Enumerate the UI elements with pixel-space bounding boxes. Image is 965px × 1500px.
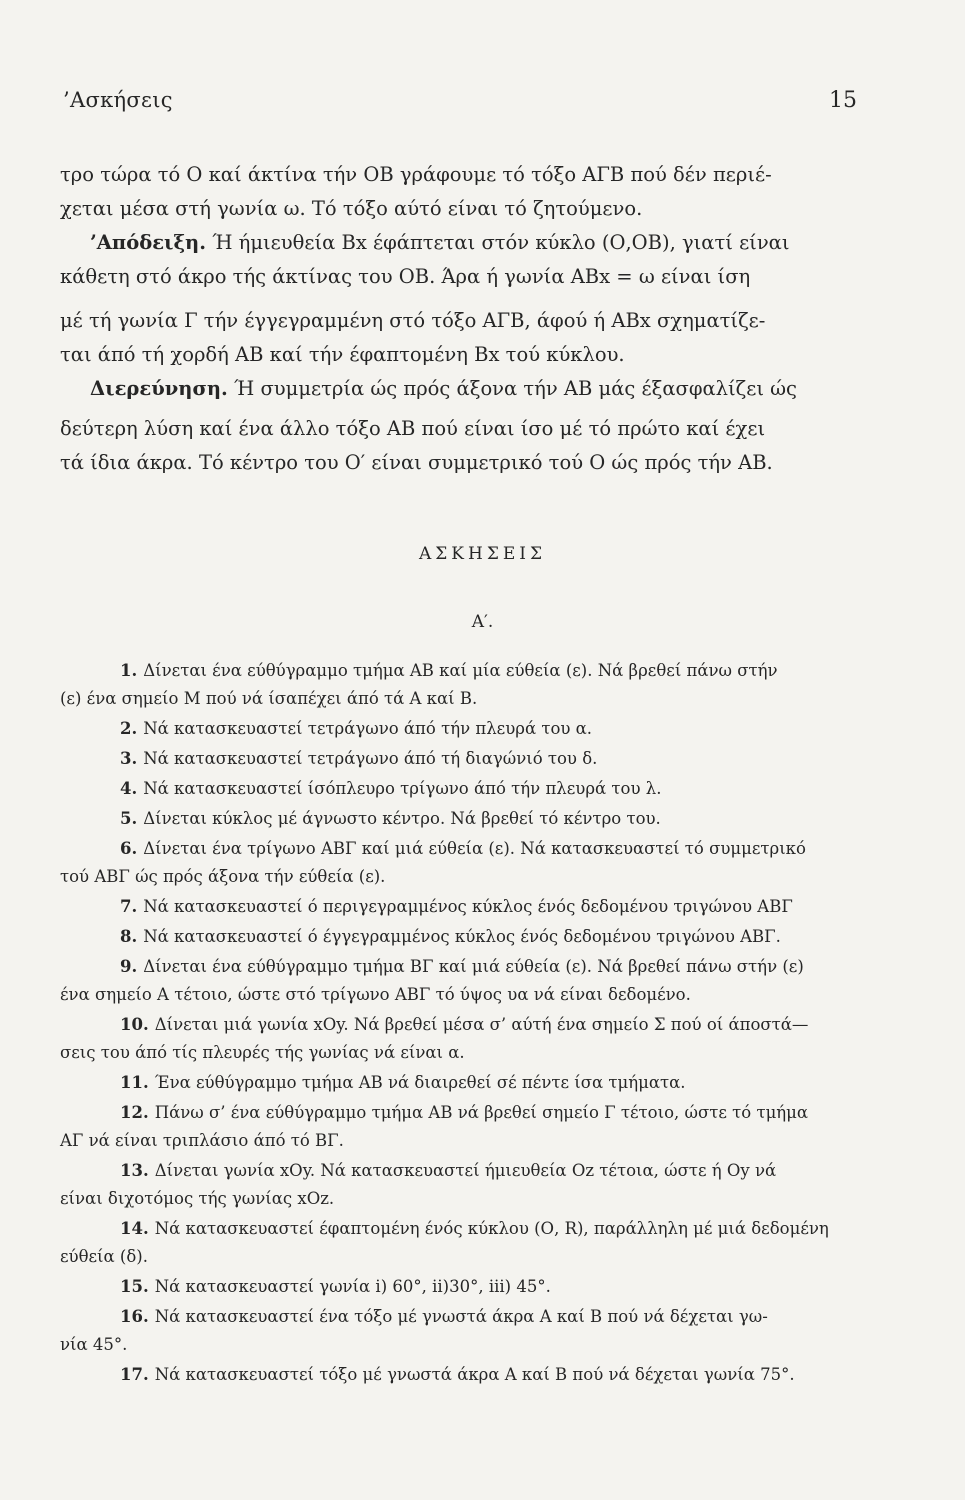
exercise-line — [60, 1069, 880, 1097]
exercise-continuation: εύθεία (δ). — [60, 1247, 148, 1266]
exercise-number: 5. — [120, 809, 138, 828]
exercise-text: Πάνω σ’ ένα εύθύγραμμο τμήμα ΑΒ νά βρεθεί σημείο Γ τέτοιο, ώστε τό τμήμα — [154, 1103, 809, 1122]
exercise-number: 16. — [120, 1307, 149, 1326]
section-subheading: Α′. — [471, 612, 494, 632]
exercise-item — [60, 715, 880, 743]
exercise-item — [60, 1273, 880, 1301]
exercise-number: 17. — [120, 1365, 149, 1384]
text-line: ται άπό τή χορδή ΑΒ καί τήν έφαπτομένη Βx τού κύκλου. — [60, 343, 625, 366]
exercise-continuation: είναι διχοτόμος τής γωνίας xΟz. — [60, 1189, 335, 1208]
exercise-line — [60, 835, 880, 863]
text-line: μέ τή γωνία Γ τήν έγγεγραμμένη στό τόξο ΑΓΒ, άφού ή ΑΒx σχηματίζε- — [60, 309, 766, 332]
exercise-item — [60, 1069, 880, 1097]
exercise-item — [60, 805, 880, 833]
exercise-text: Νά κατασκευαστεί τετράγωνο άπό τήν πλευρά του α. — [143, 719, 593, 738]
exercise-item — [60, 1361, 880, 1389]
exercise-line — [60, 745, 880, 773]
exercise-number: 9. — [120, 957, 138, 976]
exercise-text: Νά κατασκευαστεί ό περιγεγραμμένος κύκλος ένός δεδομένου τριγώνου ΑΒΓ — [143, 897, 793, 916]
exercise-number: 15. — [120, 1277, 149, 1296]
exercise-text: Δίνεται κύκλος μέ άγνωστο κέντρο. Νά βρεθεί τό κέντρο του. — [143, 809, 661, 828]
exercise-line — [60, 953, 880, 981]
exercise-text: Νά κατασκευαστεί ένα τόξο μέ γνωστά άκρα Α καί Β πού νά δέχεται γω- — [154, 1307, 768, 1326]
exercise-text: Νά κατασκευαστεί γωνία i) 60°, ii)30°, iii) 45°. — [154, 1277, 551, 1296]
text-line: χεται μέσα στή γωνία ω. Τό τόξο αύτό είναι τό ζητούμενο. — [60, 197, 643, 220]
exercise-text: Δίνεται γωνία xΟy. Νά κατασκευαστεί ήμιευθεία Οz τέτοια, ώστε ή Οy νά — [154, 1161, 777, 1180]
exercise-item — [60, 835, 880, 891]
exercise-text: Δίνεται ένα τρίγωνο ΑΒΓ καί μιά εύθεία (ε). Νά κατασκευαστεί τό συμμετρικό — [143, 839, 806, 858]
exercise-line — [60, 657, 880, 685]
exercise-text: Δίνεται ένα εύθύγραμμο τμήμα ΑΒ καί μία εύθεία (ε). Νά βρεθεί πάνω στήν — [143, 661, 778, 680]
exercise-item — [60, 1215, 880, 1271]
exercise-number: 7. — [120, 897, 138, 916]
exercise-item — [60, 1099, 880, 1155]
exercise-text: Νά κατασκευαστεί ίσόπλευρο τρίγωνο άπό τήν πλευρά του λ. — [143, 779, 662, 798]
text-line: δεύτερη λύση καί ένα άλλο τόξο ΑΒ πού είναι ίσο μέ τό πρώτο καί έχει — [60, 417, 766, 440]
running-header-title: ’Ασκήσεις — [63, 88, 173, 112]
exercise-item — [60, 1011, 880, 1067]
exercise-number: 4. — [120, 779, 138, 798]
exercise-text: Νά κατασκευαστεί τόξο μέ γνωστά άκρα Α καί Β πού νά δέχεται γωνία 75°. — [154, 1365, 795, 1384]
exercise-number: 12. — [120, 1103, 149, 1122]
exercise-line — [60, 923, 880, 951]
exercise-continuation: ένα σημείο Α τέτοιο, ώστε στό τρίγωνο ΑΒΓ τό ύψος υα νά είναι δεδομένο. — [60, 985, 691, 1004]
proof-paragraph — [60, 226, 880, 260]
exercise-line — [60, 715, 880, 743]
exercise-line — [60, 1303, 880, 1331]
exercise-line — [60, 805, 880, 833]
exercise-number: 8. — [120, 927, 138, 946]
exercise-continuation: νία 45°. — [60, 1335, 128, 1354]
exercise-text: Δίνεται ένα εύθύγραμμο τμήμα ΒΓ καί μιά εύθεία (ε). Νά βρεθεί πάνω στήν (ε) — [143, 957, 804, 976]
exercise-item — [60, 775, 880, 803]
exercise-item — [60, 893, 880, 921]
exercise-line — [60, 775, 880, 803]
exercise-text: Νά κατασκευαστεί τετράγωνο άπό τή διαγώνιό του δ. — [143, 749, 598, 768]
exercise-line — [60, 1157, 880, 1185]
exercise-line — [60, 893, 880, 921]
exercise-continuation: (ε) ένα σημείο Μ πού νά ίσαπέχει άπό τά Α καί Β. — [60, 689, 478, 708]
exercise-line — [60, 1099, 880, 1127]
text-line: Ή ήμιευθεία Βx έφάπτεται στόν κύκλο (Ο,ΟΒ), γιατί είναι — [212, 231, 790, 254]
exercise-number: 10. — [120, 1015, 149, 1034]
exercise-number: 14. — [120, 1219, 149, 1238]
exercise-text: Δίνεται μιά γωνία xΟy. Νά βρεθεί μέσα σ’ αύτή ένα σημείο Σ πού οί άποστά— — [154, 1015, 809, 1034]
exercise-number: 3. — [120, 749, 138, 768]
main-text — [60, 158, 880, 480]
text-line: τά ίδια άκρα. Τό κέντρο του Ο′ είναι συμμετρικό τού Ο ώς πρός τήν ΑΒ. — [60, 451, 773, 474]
exercise-number: 6. — [120, 839, 138, 858]
exercise-number: 11. — [120, 1073, 149, 1092]
exercise-line — [60, 1011, 880, 1039]
exercise-continuation: σεις του άπό τίς πλευρές τής γωνίας νά είναι α. — [60, 1043, 465, 1062]
exercise-continuation: ΑΓ νά είναι τριπλάσιο άπό τό ΒΓ. — [60, 1131, 344, 1150]
discussion-paragraph — [60, 372, 880, 406]
text-line: τρο τώρα τό Ο καί άκτίνα τήν ΟΒ γράφουμε τό τόξο ΑΓΒ πού δέν περιέ- — [60, 163, 772, 186]
exercise-list — [60, 657, 880, 1389]
exercise-number: 13. — [120, 1161, 149, 1180]
exercise-item — [60, 657, 880, 713]
page-number: 15 — [829, 88, 857, 113]
proof-label: ’Απόδειξη. — [90, 231, 207, 254]
exercise-item — [60, 1157, 880, 1213]
exercise-line — [60, 1361, 880, 1389]
text-line: κάθετη στό άκρο τής άκτίνας του ΟΒ. Άρα ή γωνία ΑΒx = ω είναι ίση — [60, 265, 751, 288]
exercise-line — [60, 1215, 880, 1243]
exercise-text: Ένα εύθύγραμμο τμήμα ΑΒ νά διαιρεθεί σέ πέντε ίσα τμήματα. — [154, 1073, 686, 1092]
exercise-text: Νά κατασκευαστεί έφαπτομένη ένός κύκλου (Ο, R), παράλληλη μέ μιά δεδομένη — [154, 1219, 829, 1238]
exercise-line — [60, 1273, 880, 1301]
text-line: Ή συμμετρία ώς πρός άξονα τήν ΑΒ μάς έξασφαλίζει ώς — [234, 377, 797, 400]
exercise-number: 2. — [120, 719, 138, 738]
exercise-item — [60, 745, 880, 773]
exercise-item — [60, 953, 880, 1009]
exercise-item — [60, 923, 880, 951]
discussion-label: Διερεύνηση. — [90, 377, 228, 400]
exercise-text: Νά κατασκευαστεί ό έγγεγραμμένος κύκλος ένός δεδομένου τριγώνου ΑΒΓ. — [143, 927, 781, 946]
section-heading: ΑΣΚΗΣΕΙΣ — [419, 544, 546, 564]
exercise-item — [60, 1303, 880, 1359]
exercise-number: 1. — [120, 661, 138, 680]
exercise-continuation: τού ΑΒΓ ώς πρός άξονα τήν εύθεία (ε). — [60, 867, 386, 886]
